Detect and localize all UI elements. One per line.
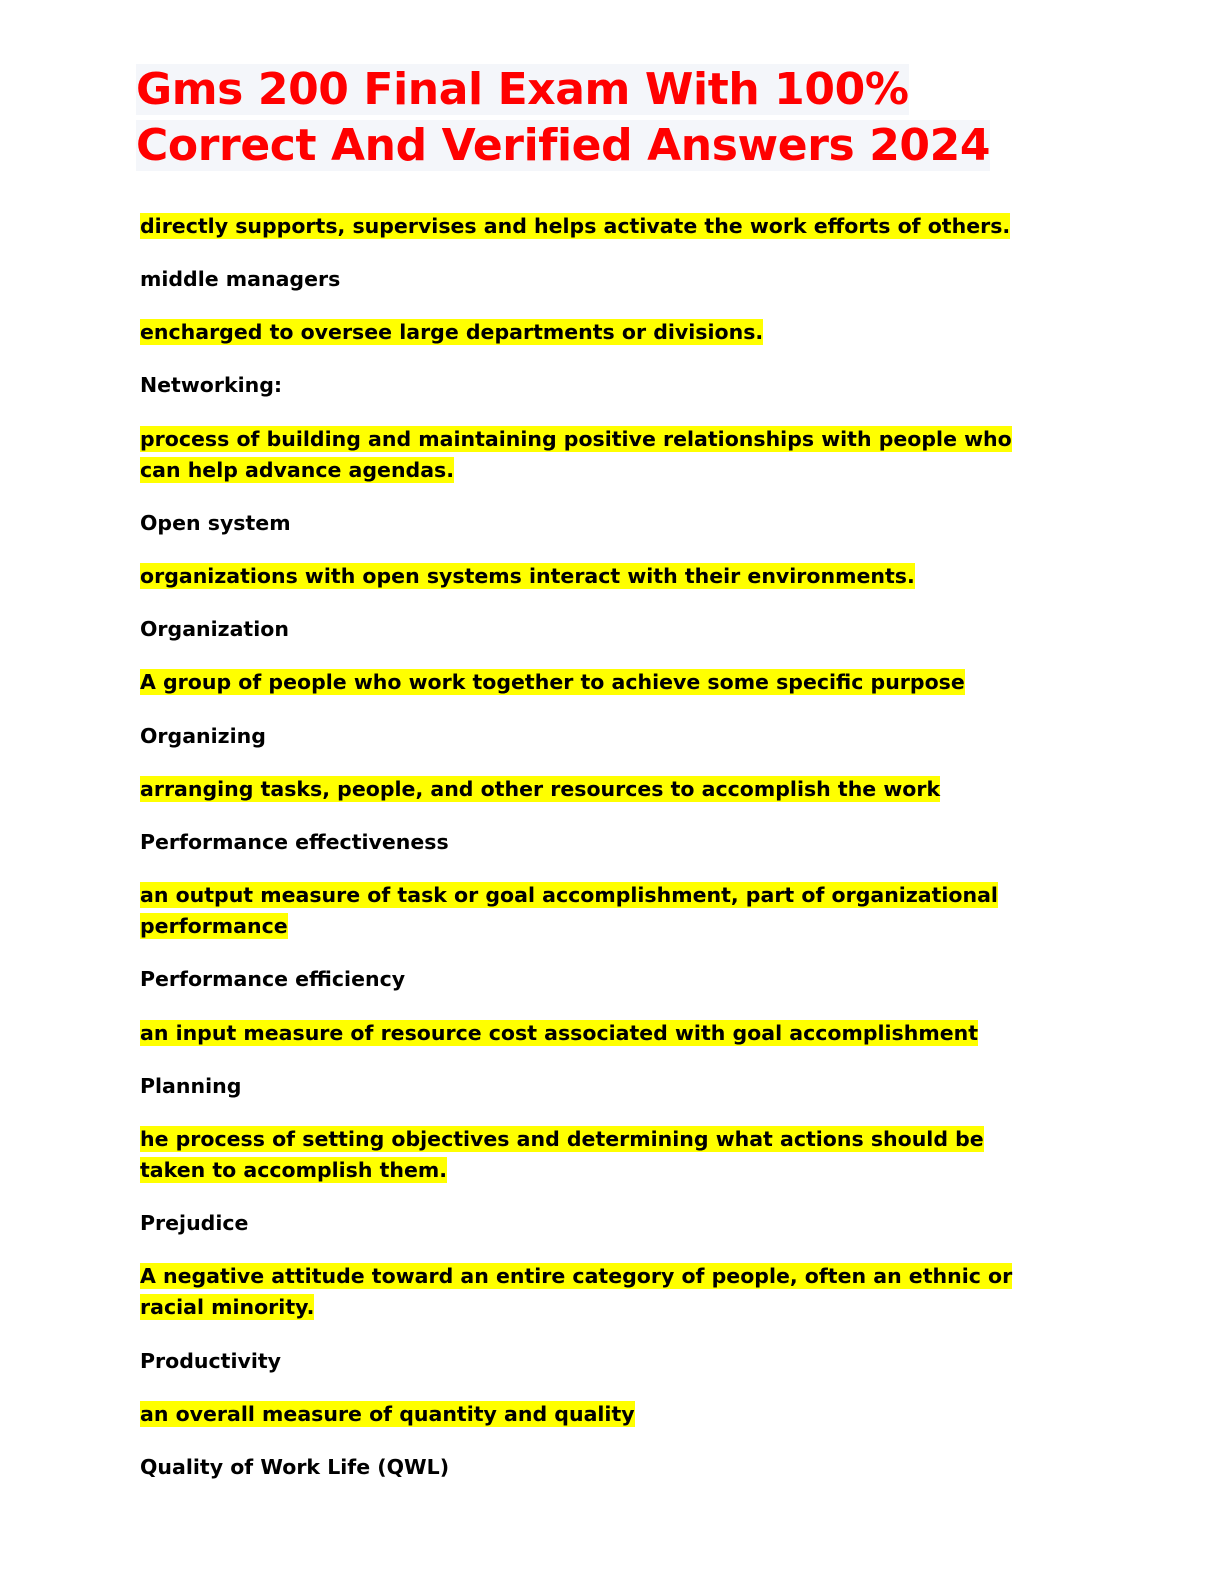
page-title: Gms 200 Final Exam With 100% Correct And Verified Answers 2024 xyxy=(136,64,991,172)
definition-text xyxy=(140,200,1045,253)
document-body xyxy=(140,200,1045,1494)
term-label: Open system xyxy=(140,510,291,535)
glossary-entry xyxy=(140,816,1045,953)
definition-text xyxy=(140,656,1045,709)
term-label: Organization xyxy=(140,617,289,642)
glossary-entry xyxy=(140,359,1045,496)
glossary-entry xyxy=(140,497,1045,603)
term-label: Organizing xyxy=(140,723,266,748)
term-label: Networking: xyxy=(140,373,283,398)
glossary-entry xyxy=(140,1335,1045,1441)
definition-highlight: organizations with open systems interact with their environments. xyxy=(140,564,915,589)
definition-text xyxy=(140,1250,1045,1334)
term-text xyxy=(140,953,1045,1006)
definition-highlight: A group of people who work together to achieve some specific purpose xyxy=(140,670,965,695)
definition-highlight: an input measure of resource cost associated with goal accomplishment xyxy=(140,1020,979,1045)
definition-text xyxy=(140,1113,1045,1197)
definition-text xyxy=(140,550,1045,603)
definition-text xyxy=(140,763,1045,816)
glossary-entry xyxy=(140,710,1045,816)
term-text xyxy=(140,603,1045,656)
term-text xyxy=(140,1441,1045,1494)
definition-highlight: encharged to oversee large departments or divisions. xyxy=(140,320,764,345)
term-text xyxy=(140,1335,1045,1388)
definition-text xyxy=(140,1007,1045,1060)
term-label: Prejudice xyxy=(140,1211,249,1236)
term-text xyxy=(140,816,1045,869)
definition-highlight: A negative attitude toward an entire category of people, often an ethnic or racial minority. xyxy=(140,1264,1013,1320)
definition-text xyxy=(140,1388,1045,1441)
definition-highlight: directly supports, supervises and helps activate the work efforts of others. xyxy=(140,214,1011,238)
term-text xyxy=(140,1197,1045,1250)
document-title-band xyxy=(136,62,1072,175)
glossary-entry xyxy=(140,1197,1045,1334)
term-label: Performance efficiency xyxy=(140,967,406,992)
definition-text xyxy=(140,869,1045,953)
glossary-entry xyxy=(140,200,1045,253)
definition-text xyxy=(140,413,1045,497)
term-label: middle managers xyxy=(140,267,341,292)
definition-highlight: an overall measure of quantity and quality xyxy=(140,1401,635,1426)
definition-highlight: arranging tasks, people, and other resources to accomplish the work xyxy=(140,776,941,801)
term-label: Planning xyxy=(140,1073,242,1098)
definition-text xyxy=(140,306,1045,359)
glossary-entry xyxy=(140,1441,1045,1494)
term-text xyxy=(140,359,1045,412)
term-text xyxy=(140,710,1045,763)
glossary-entry xyxy=(140,1060,1045,1197)
term-text xyxy=(140,1060,1045,1113)
definition-highlight: an output measure of task or goal accomplishment, part of organizational performance xyxy=(140,883,998,939)
term-label: Productivity xyxy=(140,1348,282,1373)
term-text xyxy=(140,253,1045,306)
glossary-entry xyxy=(140,603,1045,709)
definition-highlight: process of building and maintaining positive relationships with people who can help advance agendas. xyxy=(140,426,1012,482)
term-label: Performance effectiveness xyxy=(140,829,449,854)
definition-highlight: he process of setting objectives and determining what actions should be taken to accomplish them. xyxy=(140,1126,984,1182)
glossary-entry xyxy=(140,953,1045,1059)
term-text xyxy=(140,497,1045,550)
glossary-entry xyxy=(140,253,1045,359)
term-label: Quality of Work Life (QWL) xyxy=(140,1454,450,1479)
